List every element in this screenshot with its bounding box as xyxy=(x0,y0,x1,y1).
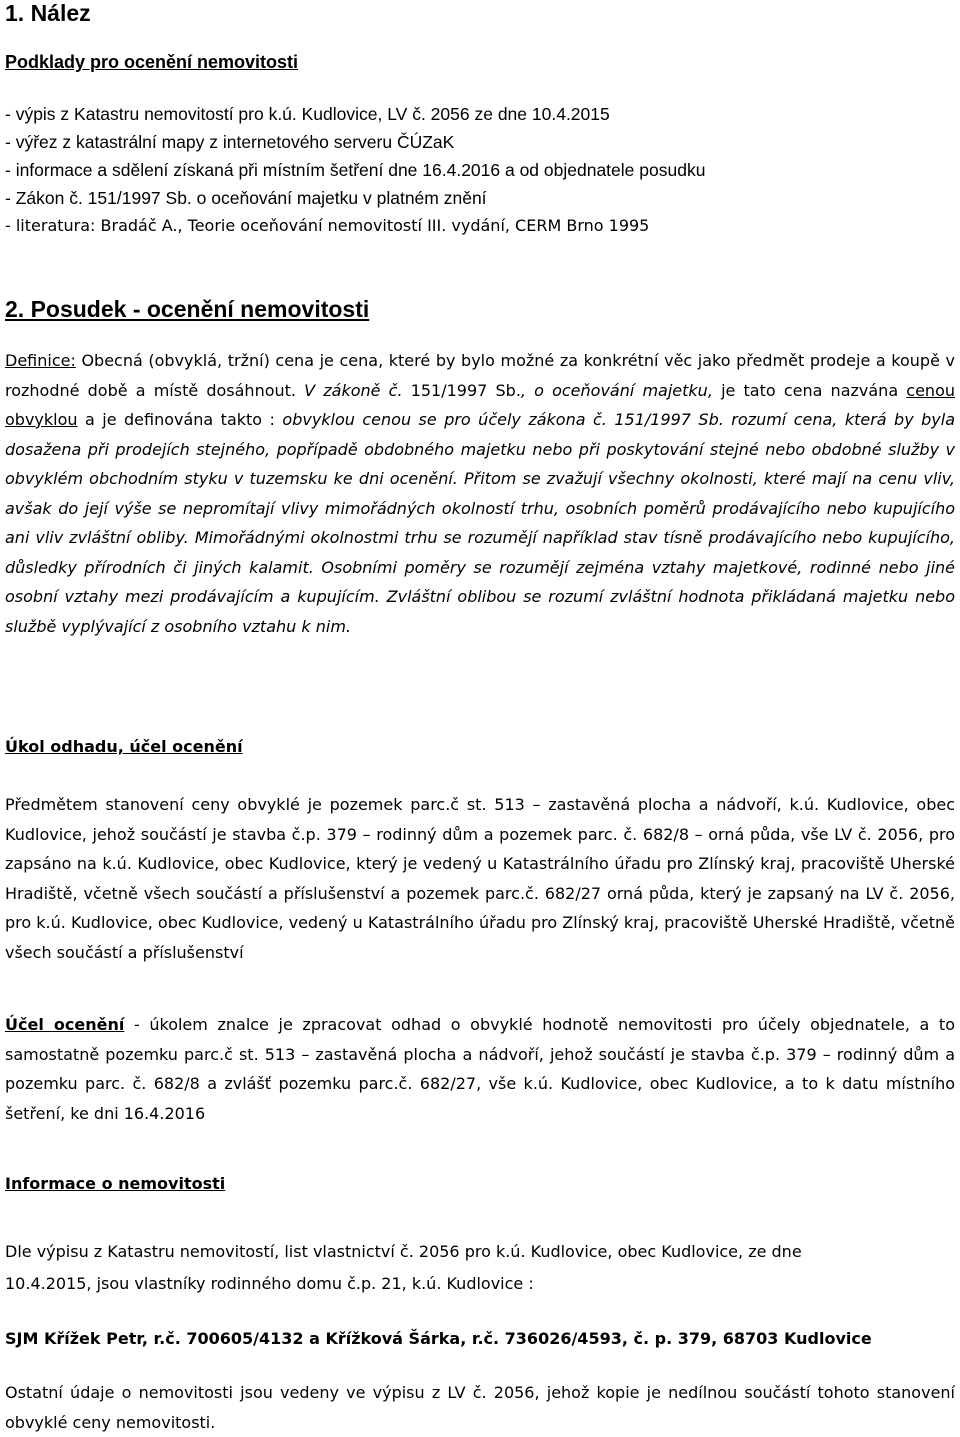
source-item: - literatura: Bradáč A., Teorie oceňování nemovitostí III. vydání, CERM Brno 1995 xyxy=(5,216,650,235)
definice-paragraph: Definice: Obecná (obvyklá, tržní) cena je cena, které by bylo možné za konkrétní věc jako předmět prodeje a koupě v rozhodné době a místě dosáhnout. V zákoně č. 151/1997 Sb., o oceňování majetku, je tato cena nazvána cenou obvyklou a je definována takto : obvyklou cenou se pro účely zákona č. 151/1997 Sb. rozumí cena, která by byla dosažena při prodejích stejného, popřípadě obdobného majetku nebo při poskytování stejné nebo obdobné služby v obvyklém obchodním styku v tuzemsku ke dni ocenění. Přitom se zvažují všechny okolnosti, které mají na cenu vliv, avšak do její výše se nepromítají vlivy mimořádných okolností trhu, osobních poměrů prodávajícího nebo kupujícího ani vliv zvláštní obliby. Mimořádnými okolnostmi trhu se rozumějí například stav tísně prodávajícího nebo kupujícího, důsledky přírodních či jiných kalamit. Osobními poměry se rozumějí zejména vztahy majetkové, rodinné nebo jiné osobní vztahy mezi prodávajícím a kupujícím. Zvláštní oblibou se rozumí zvláštní hodnota přikládaná majetku nebo službě vyplývající z osobního vztahu k nim. xyxy=(5,351,956,636)
owners-line: SJM Křížek Petr, r.č. 700605/4132 a Křížková Šárka, r.č. 736026/4593, č. p. 379, 68703 Kudlovice xyxy=(5,1329,872,1348)
cenou-obvyklou-term: cenou obvyklou xyxy=(5,380,955,429)
source-item: - výřez z katastrální mapy z internetového serveru ČÚZaK xyxy=(5,132,455,152)
section-heading-nalez: 1. Nález xyxy=(5,0,91,26)
ucel-label: Účel ocenění xyxy=(5,1015,125,1034)
ostatni-paragraph: Ostatní údaje o nemovitosti jsou vedeny ve výpisu z LV č. 2056, jehož kopie je nedílnou součástí tohoto stanovení obvyklé ceny nemovitosti. xyxy=(5,1383,955,1432)
source-item: - informace a sdělení získaná při místním šetření dne 16.4.2016 a od objednatele posudku xyxy=(5,160,706,180)
informace-paragraph: Dle výpisu z Katastru nemovitostí, list vlastnictví č. 2056 pro k.ú. Kudlovice, obec Kudlovice, ze dne 10.4.2015, jsou vlastníky rodinného domu č.p. 21, k.ú. Kudlovice : xyxy=(5,1242,802,1293)
sources-list xyxy=(5,100,955,240)
ukol-paragraph: Předmětem stanovení ceny obvyklé je pozemek parc.č st. 513 – zastavěná plocha a nádvoří, k.ú. Kudlovice, obec Kudlovice, jehož součástí je stavba č.p. 379 – rodinný dům a pozemek parc. č. 682/8 – orná půda, vše LV č. 2056, pro zapsáno na k.ú. Kudlovice, obec Kudlovice, který je vedený u Katastrálního úřadu pro Zlínský kraj, pracoviště Uherské Hradiště, včetně všech součástí a příslušenství a pozemek parc.č. 682/27 orná půda, který je zapsaný na LV č. 2056, pro k.ú. Kudlovice, obec Kudlovice, vedený u Katastrálního úřadu pro Zlínský kraj, pracoviště Uherské Hradiště, včetně všech součástí a příslušenství xyxy=(5,795,955,962)
podklady-heading: Podklady pro ocenění nemovitosti xyxy=(5,52,299,72)
informace-heading: Informace o nemovitosti xyxy=(5,1174,226,1193)
section-heading-posudek: 2. Posudek - ocenění nemovitosti xyxy=(5,296,370,322)
source-item: - Zákon č. 151/1997 Sb. o oceňování majetku v platném znění xyxy=(5,188,487,208)
ucel-paragraph: Účel ocenění - úkolem znalce je zpracovat odhad o obvyklé hodnotě nemovitosti pro účely objednatele, a to samostatně pozemku parc.č st. 513 – zastavěná plocha a nádvoří, jehož součástí je stavba č.p. 379 – rodinný dům a pozemku parc. č. 682/8 a zvlášť pozemku parc.č. 682/27, vše k.ú. Kudlovice, obec Kudlovice, a to k datu místního šetření, ke dni 16.4.2016 xyxy=(5,1015,955,1123)
definice-label: Definice: xyxy=(5,351,76,370)
ukol-heading: Úkol odhadu, účel ocenění xyxy=(5,737,243,756)
source-item: - výpis z Katastru nemovitostí pro k.ú. Kudlovice, LV č. 2056 ze dne 10.4.2015 xyxy=(5,104,610,124)
